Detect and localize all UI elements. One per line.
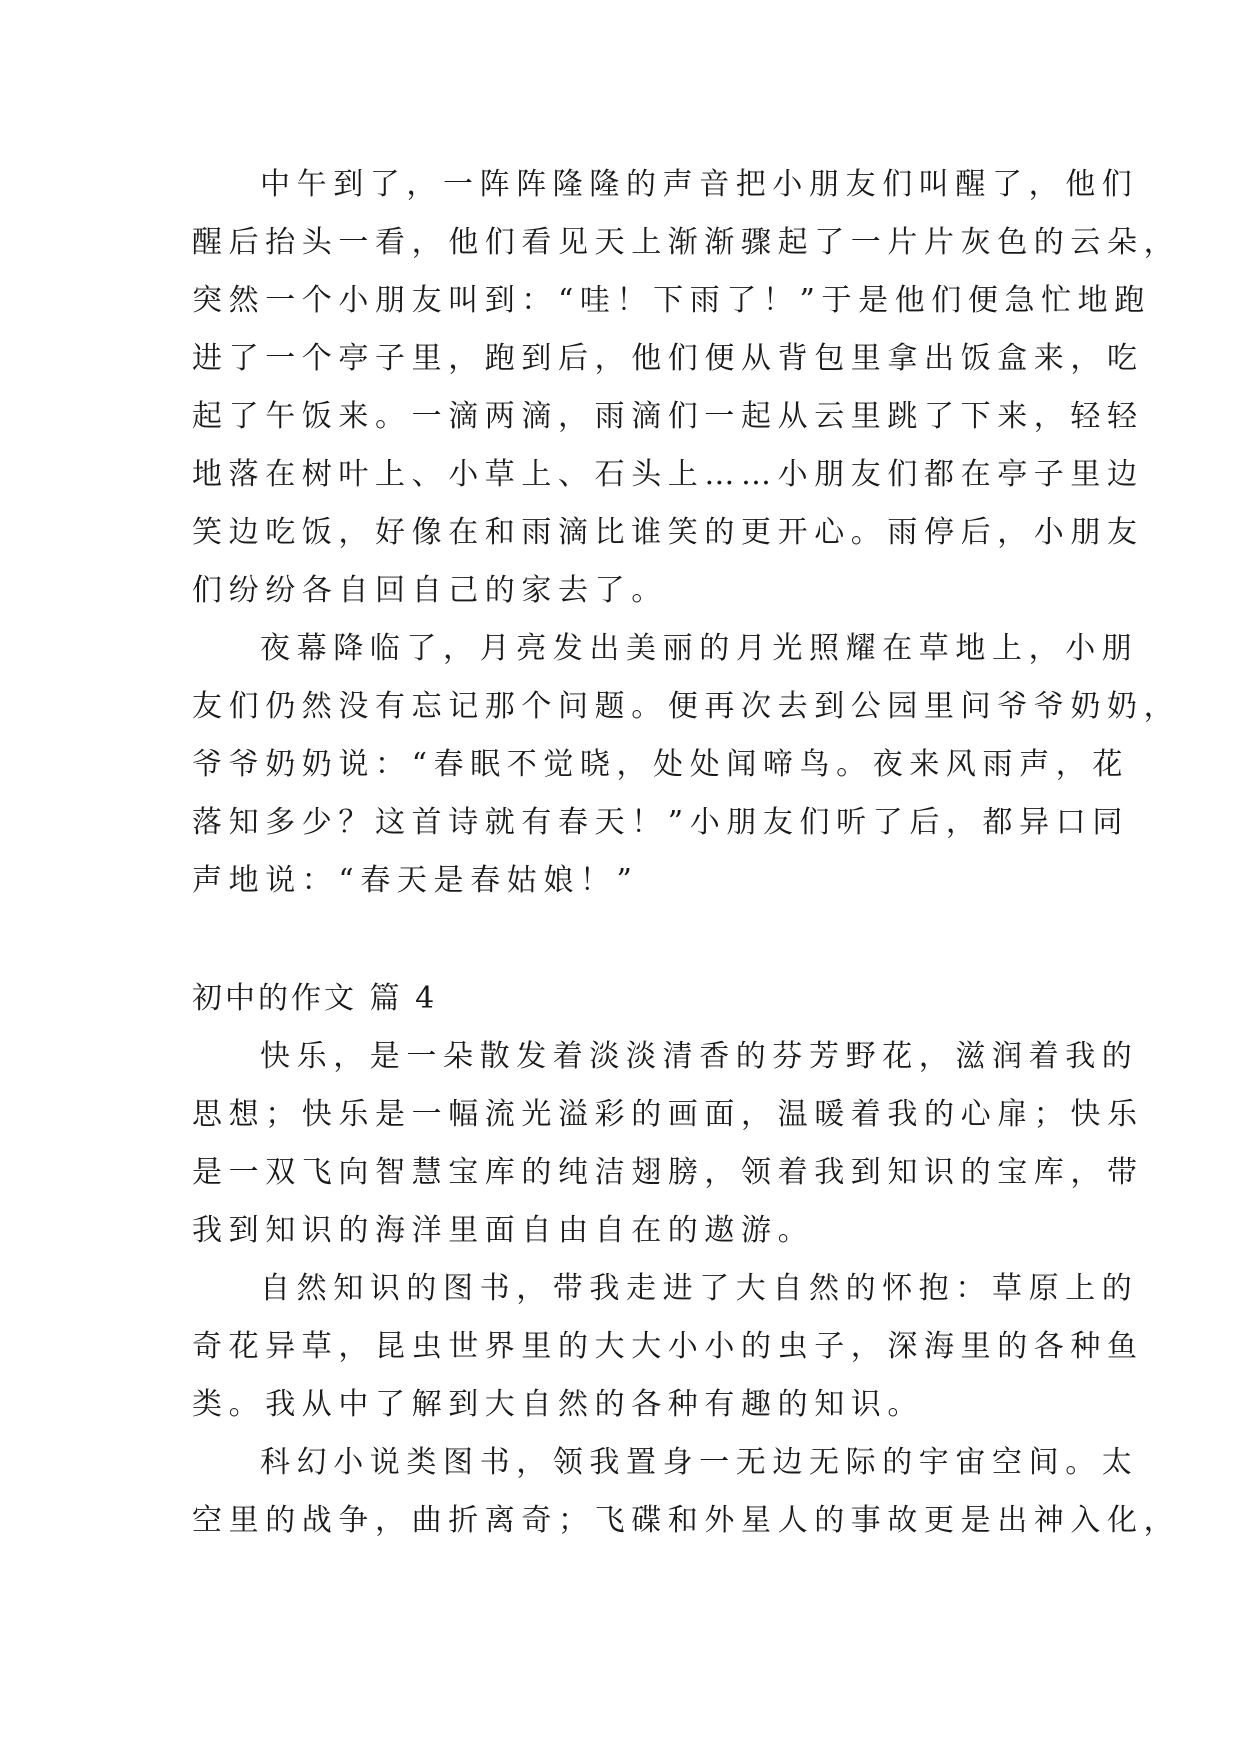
- paragraph-line: 起了午饭来。一滴两滴，雨滴们一起从云里跳了下来，轻轻: [192, 399, 1144, 434]
- paragraph-line: 中午到了，一阵阵隆隆的声音把小朋友们叫醒了，他们: [260, 167, 1139, 202]
- section-heading: 初中的作文 篇 4: [192, 981, 438, 1016]
- paragraph-line: 进了一个亭子里，跑到后，他们便从背包里拿出饭盒来，吃: [192, 341, 1144, 376]
- paragraph-line: 突然一个小朋友叫到：“哇！下雨了！”于是他们便急忙地跑: [192, 283, 1151, 318]
- paragraph-line: 夜幕降临了，月亮发出美丽的月光照耀在草地上，小朋: [260, 631, 1139, 666]
- paragraph-line: 快乐，是一朵散发着淡淡清香的芬芳野花，滋润着我的: [260, 1039, 1139, 1074]
- paragraph-line: 落知多少？这首诗就有春天！”小朋友们听了后，都异口同: [192, 805, 1129, 840]
- essay-part-3-body: [192, 156, 1181, 910]
- paragraph-line: 是一双飞向智慧宝库的纯洁翅膀，领着我到知识的宝库，带: [192, 1155, 1144, 1190]
- paragraph-line: 空里的战争，曲折离奇；飞碟和外星人的事故更是出神入化，: [192, 1503, 1181, 1538]
- paragraph-line: 科幻小说类图书，领我置身一无边无际的宇宙空间。太: [260, 1445, 1139, 1480]
- essay-part-4-body: [192, 1028, 1181, 1550]
- paragraph-line: 类。我从中了解到大自然的各种有趣的知识。: [192, 1387, 924, 1422]
- paragraph-line: 笑边吃饭，好像在和雨滴比谁笑的更开心。雨停后，小朋友: [192, 515, 1144, 550]
- paragraph-line: 奇花异草，昆虫世界里的大大小小的虫子，深海里的各种鱼: [192, 1329, 1144, 1364]
- paragraph-line: 声地说：“春天是春姑娘！”: [192, 863, 639, 898]
- paragraph-line: 友们仍然没有忘记那个问题。便再次去到公园里问爷爷奶奶，: [192, 689, 1181, 724]
- paragraph-line: 我到知识的海洋里面自由自在的遨游。: [192, 1213, 815, 1248]
- paragraph-line: 们纷纷各自回自己的家去了。: [192, 573, 668, 608]
- paragraph-line: 自然知识的图书，带我走进了大自然的怀抱：草原上的: [260, 1271, 1139, 1306]
- paragraph-line: 爷爷奶奶说：“春眠不觉晓，处处闻啼鸟。夜来风雨声，花: [192, 747, 1129, 782]
- paragraph-line: 地落在树叶上、小草上、石头上……小朋友们都在亭子里边: [192, 457, 1144, 492]
- paragraph-line: 思想；快乐是一幅流光溢彩的画面，温暖着我的心扉；快乐: [192, 1097, 1144, 1132]
- paragraph-line: 醒后抬头一看，他们看见天上渐渐骤起了一片片灰色的云朵，: [192, 225, 1181, 260]
